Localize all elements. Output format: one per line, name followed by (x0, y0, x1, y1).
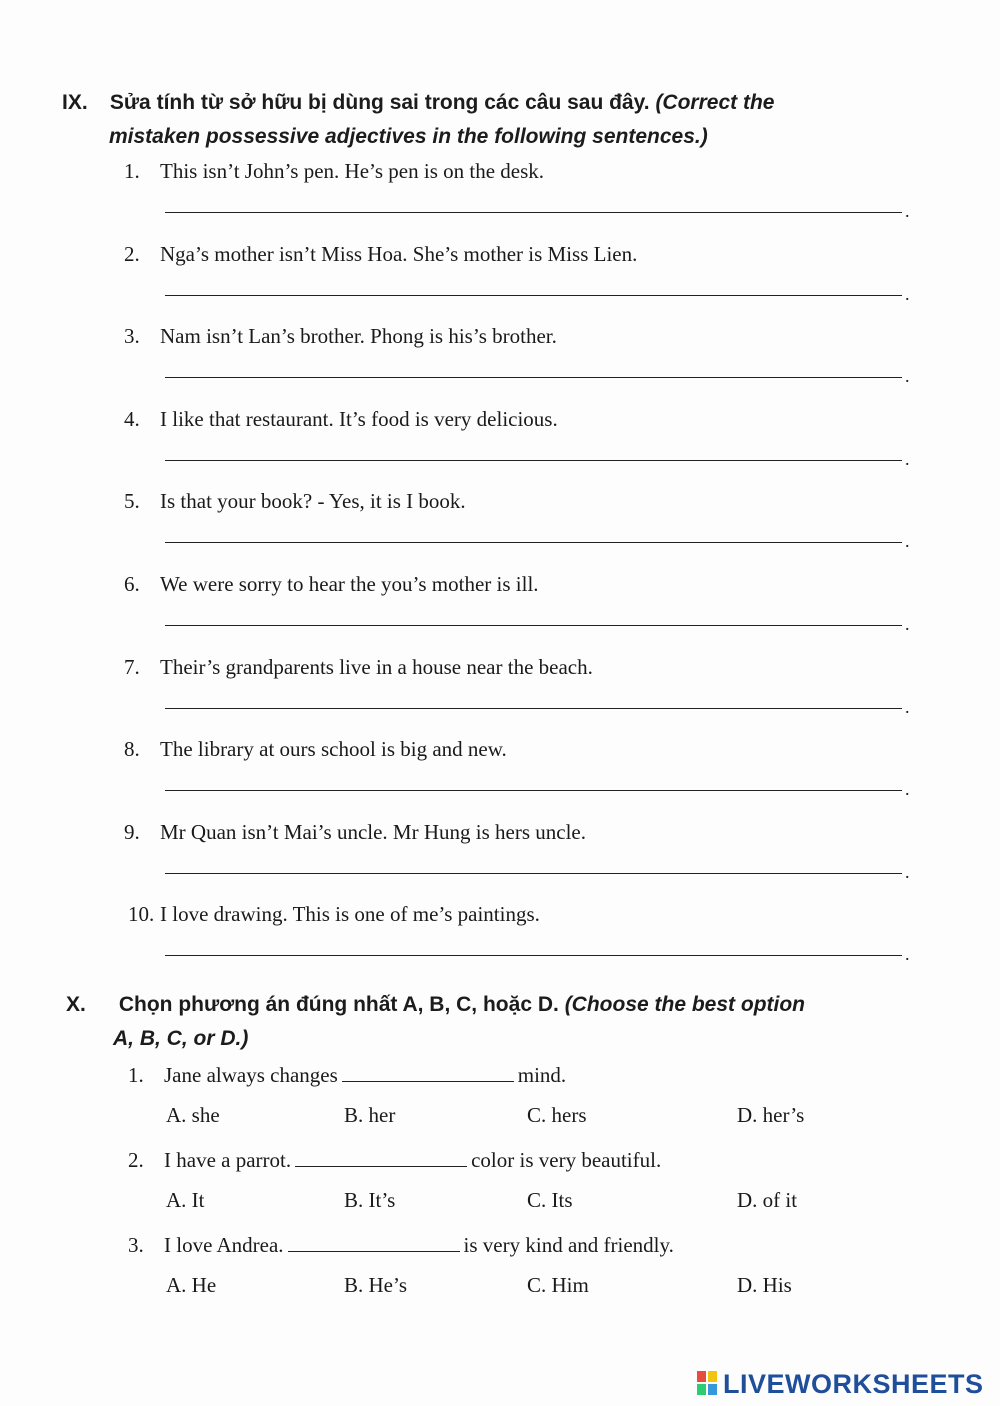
option-c[interactable]: C. hers (527, 1103, 587, 1127)
question-number: 7. (124, 655, 140, 679)
answer-line[interactable] (165, 294, 902, 296)
option-b[interactable]: B. It’s (344, 1188, 396, 1212)
answer-period: . (905, 284, 910, 304)
option-a[interactable]: A. she (166, 1103, 220, 1127)
question-text: I love drawing. This is one of me’s paintings. (160, 902, 540, 926)
answer-blank[interactable] (342, 1063, 514, 1082)
option-a[interactable]: A. He (166, 1273, 217, 1297)
question-number: 9. (124, 820, 140, 844)
question-number: 6. (124, 572, 140, 596)
question-text-after: is very kind and friendly. (463, 1233, 674, 1257)
answer-blank[interactable] (295, 1148, 467, 1167)
option-d[interactable]: D. His (737, 1273, 792, 1297)
section-10-title-en-2: A, B, C, or D.) (113, 1027, 249, 1050)
answer-period: . (905, 779, 910, 799)
question-7 (124, 654, 593, 680)
question-text-after: color is very beautiful. (471, 1148, 662, 1172)
answer-period: . (905, 366, 910, 386)
section-10-title-en-1: (Choose the best option (564, 993, 806, 1016)
question-text-after: mind. (517, 1063, 567, 1087)
question-4 (124, 406, 558, 432)
question-text: Is that your book? - Yes, it is I book. (160, 489, 466, 513)
mcq-question-2 (128, 1147, 661, 1173)
question-3 (124, 323, 557, 349)
question-text-before: I love Andrea. (164, 1233, 284, 1257)
question-number: 2. (128, 1148, 144, 1172)
mcq-question-3 (128, 1232, 674, 1258)
question-text: Nga’s mother isn’t Miss Hoa. She’s mother is Miss Lien. (160, 242, 638, 266)
answer-period: . (905, 449, 910, 469)
question-1 (124, 158, 544, 184)
option-d[interactable]: D. of it (737, 1188, 798, 1212)
answer-line[interactable] (165, 872, 902, 874)
question-number: 1. (124, 159, 140, 183)
logo-text: LIVEWORKSHEETS (723, 1368, 984, 1399)
question-2 (124, 241, 637, 267)
answer-line[interactable] (165, 459, 902, 461)
question-number: 4. (124, 407, 140, 431)
question-text: This isn’t John’s pen. He’s pen is on the desk. (160, 159, 545, 183)
question-number: 3. (128, 1233, 144, 1257)
logo-mark-icon (697, 1371, 719, 1397)
answer-period: . (905, 201, 910, 221)
answer-period: . (905, 697, 910, 717)
answer-line[interactable] (165, 954, 902, 956)
option-a[interactable]: A. It (166, 1188, 205, 1212)
question-text-before: I have a parrot. (164, 1148, 292, 1172)
question-text: Their’s grandparents live in a house near the beach. (160, 655, 593, 679)
section-9-heading (62, 86, 932, 154)
question-text: Nam isn’t Lan’s brother. Phong is his’s brother. (160, 324, 557, 348)
question-number: 1. (128, 1063, 144, 1087)
section-9-title-vi: Sửa tính từ sở hữu bị dùng sai trong các câu sau đây. (109, 91, 650, 114)
option-b[interactable]: B. He’s (344, 1273, 407, 1297)
option-d[interactable]: D. her’s (737, 1103, 805, 1127)
question-number: 3. (124, 324, 140, 348)
answer-line[interactable] (165, 376, 902, 378)
liveworksheets-logo (697, 1368, 984, 1400)
question-number: 8. (124, 737, 140, 761)
answer-line[interactable] (165, 541, 902, 543)
answer-period: . (905, 944, 910, 964)
question-10 (128, 901, 540, 927)
question-text: We were sorry to hear the you’s mother is ill. (160, 572, 539, 596)
question-text-before: Jane always changes (164, 1063, 338, 1087)
answer-line[interactable] (165, 624, 902, 626)
section-9-number: IX. (62, 91, 88, 114)
option-b[interactable]: B. her (344, 1103, 396, 1127)
answer-line[interactable] (165, 789, 902, 791)
question-6 (124, 571, 539, 597)
question-text: Mr Quan isn’t Mai’s uncle. Mr Hung is hers uncle. (160, 820, 586, 844)
question-number: 10. (128, 902, 155, 926)
section-9-title-en-1: (Correct the (655, 91, 775, 114)
answer-period: . (905, 614, 910, 634)
section-9-title-en-2: mistaken possessive adjectives in the following sentences.) (109, 125, 708, 148)
answer-period: . (905, 531, 910, 551)
answer-line[interactable] (165, 707, 902, 709)
option-c[interactable]: C. Its (527, 1188, 573, 1212)
question-9 (124, 819, 586, 845)
section-10-number: X. (66, 993, 86, 1016)
option-c[interactable]: C. Him (527, 1273, 589, 1297)
answer-blank[interactable] (288, 1233, 460, 1252)
question-text: I like that restaurant. It’s food is very delicious. (160, 407, 558, 431)
section-10-title-vi: Chọn phương án đúng nhất A, B, C, hoặc D. (118, 993, 559, 1016)
question-8 (124, 736, 507, 762)
mcq-question-1 (128, 1062, 566, 1088)
question-number: 2. (124, 242, 140, 266)
question-5 (124, 488, 466, 514)
question-number: 5. (124, 489, 140, 513)
answer-period: . (905, 862, 910, 882)
section-10-heading (66, 988, 936, 1056)
question-text: The library at ours school is big and new. (160, 737, 507, 761)
answer-line[interactable] (165, 211, 902, 213)
